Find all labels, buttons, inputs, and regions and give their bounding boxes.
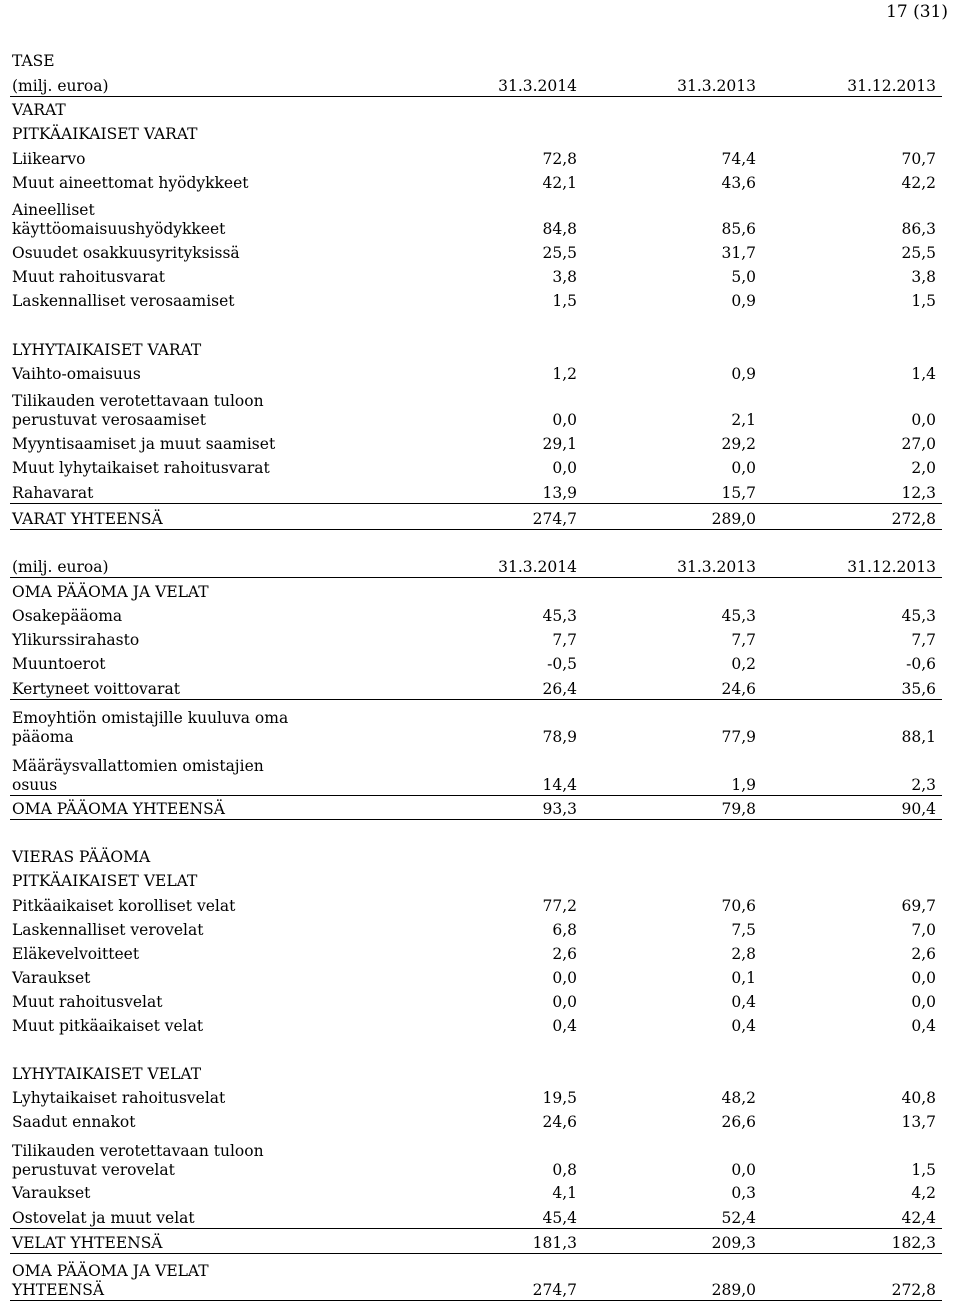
value-cell: 7,7 (552, 631, 577, 649)
value-cell: -0,6 (906, 655, 936, 673)
total-row (10, 509, 942, 530)
value-cell: 1,5 (911, 1161, 936, 1179)
value-cell: 29,1 (542, 435, 577, 453)
unit-label: (milj. euroa) (12, 558, 109, 576)
row-label: Laskennalliset verosaamiset (12, 292, 235, 310)
table-row (10, 365, 942, 384)
row-label: Muut aineettomat hyödykkeet (12, 174, 249, 192)
table-title: TASE (12, 52, 55, 70)
date-col-1: 31.3.2014 (498, 558, 577, 576)
row-label: Muut pitkäaikaiset velat (12, 1017, 204, 1035)
table-row (10, 1017, 942, 1036)
table-row (10, 993, 942, 1012)
table-row (10, 435, 942, 454)
table-row (10, 244, 942, 263)
value-cell: 88,1 (901, 728, 936, 746)
table-row (10, 655, 942, 674)
row-label: Varaukset (12, 969, 91, 987)
table-row (10, 631, 942, 650)
row-label: Muut rahoitusvarat (12, 268, 165, 286)
value-cell: 0,0 (552, 969, 577, 987)
table-row (10, 897, 942, 916)
table-row (10, 707, 942, 747)
unit-label: (milj. euroa) (12, 77, 109, 95)
value-cell: 0,9 (731, 365, 756, 383)
value-cell: 0,4 (552, 1017, 577, 1035)
table-row (10, 1089, 942, 1108)
value-cell: 2,8 (731, 945, 756, 963)
total-row (10, 1233, 942, 1254)
value-cell: 24,6 (542, 1113, 577, 1131)
value-cell: 42,4 (901, 1209, 936, 1227)
value-cell: 42,2 (901, 174, 936, 192)
row-label: Ostovelat ja muut velat (12, 1209, 195, 1227)
row-label: Rahavarat (12, 484, 94, 502)
value-cell: 181,3 (532, 1234, 577, 1252)
value-cell: 0,1 (731, 969, 756, 987)
value-cell: 93,3 (542, 800, 577, 818)
table-row (10, 921, 942, 940)
value-cell: 7,7 (911, 631, 936, 649)
row-label: Eläkevelvoitteet (12, 945, 140, 963)
value-cell: 0,8 (552, 1161, 577, 1179)
table-row (10, 969, 942, 988)
row-label: Laskennalliset verovelat (12, 921, 204, 939)
table-row (10, 1139, 942, 1180)
value-cell: 79,8 (721, 800, 756, 818)
row-label: Emoyhtiön omistajille kuuluva oma pääoma (12, 709, 289, 746)
row-label: Kertyneet voittovarat (12, 680, 180, 698)
value-cell: 0,0 (552, 459, 577, 477)
value-cell: 0,0 (731, 1161, 756, 1179)
value-cell: 3,8 (911, 268, 936, 286)
value-cell: 289,0 (711, 1281, 756, 1299)
table-row (10, 268, 942, 287)
value-cell: 43,6 (721, 174, 756, 192)
section-heading: OMA PÄÄOMA JA VELAT (12, 583, 209, 601)
section-heading: VIERAS PÄÄOMA (12, 848, 151, 866)
row-label: Pitkäaikaiset korolliset velat (12, 897, 236, 915)
value-cell: 42,1 (542, 174, 577, 192)
value-cell: 45,4 (542, 1209, 577, 1227)
date-col-2: 31.3.2013 (677, 77, 756, 95)
table-row (10, 174, 942, 193)
value-cell: 4,2 (911, 1184, 936, 1202)
row-label: Myyntisaamiset ja muut saamiset (12, 435, 276, 453)
table-row (10, 607, 942, 626)
table-row (10, 199, 942, 239)
value-cell: 85,6 (721, 220, 756, 238)
value-cell: 2,0 (911, 459, 936, 477)
table-row (10, 390, 942, 430)
row-label: Ylikurssirahasto (12, 631, 140, 649)
value-cell: 2,6 (552, 945, 577, 963)
row-label: Lyhytaikaiset rahoitusvelat (12, 1089, 226, 1107)
value-cell: 0,0 (552, 411, 577, 429)
total-row (10, 799, 942, 820)
value-cell: 12,3 (901, 484, 936, 502)
table-row (10, 483, 942, 504)
value-cell: 272,8 (891, 1281, 936, 1299)
value-cell: 14,4 (542, 776, 577, 794)
value-cell: 289,0 (711, 510, 756, 528)
date-col-3: 31.12.2013 (847, 77, 936, 95)
value-cell: 74,4 (721, 150, 756, 168)
table-row (10, 679, 942, 700)
value-cell: 182,3 (891, 1234, 936, 1252)
date-col-1: 31.3.2014 (498, 77, 577, 95)
value-cell: 13,9 (542, 484, 577, 502)
value-cell: 272,8 (891, 510, 936, 528)
value-cell: 0,2 (731, 655, 756, 673)
row-label: Saadut ennakot (12, 1113, 136, 1131)
value-cell: 3,8 (552, 268, 577, 286)
value-cell: 0,9 (731, 292, 756, 310)
value-cell: 0,4 (911, 1017, 936, 1035)
value-cell: 84,8 (542, 220, 577, 238)
section-heading: VARAT (12, 101, 66, 119)
value-cell: 0,4 (731, 993, 756, 1011)
row-label: Vaihto-omaisuus (12, 365, 141, 383)
value-cell: 69,7 (901, 897, 936, 915)
header-row (10, 557, 942, 578)
value-cell: 27,0 (901, 435, 936, 453)
value-cell: 90,4 (901, 800, 936, 818)
value-cell: 25,5 (542, 244, 577, 262)
value-cell: 26,6 (721, 1113, 756, 1131)
row-label: Tilikauden verotettavaan tuloon perustuvat verovelat (12, 1142, 264, 1179)
value-cell: 25,5 (901, 244, 936, 262)
value-cell: 35,6 (901, 680, 936, 698)
value-cell: 24,6 (721, 680, 756, 698)
value-cell: 40,8 (901, 1089, 936, 1107)
value-cell: 2,1 (731, 411, 756, 429)
row-label: VELAT YHTEENSÄ (12, 1234, 163, 1252)
value-cell: 19,5 (542, 1089, 577, 1107)
row-label: Muut lyhytaikaiset rahoitusvarat (12, 459, 270, 477)
value-cell: 1,9 (731, 776, 756, 794)
value-cell: 77,9 (721, 728, 756, 746)
value-cell: 1,4 (911, 365, 936, 383)
value-cell: 86,3 (901, 220, 936, 238)
value-cell: 48,2 (721, 1089, 756, 1107)
row-label: Osuudet osakkuusyrityksissä (12, 244, 240, 262)
row-label: Aineelliset käyttöomaisuushyödykkeet (12, 201, 226, 238)
total-row (10, 1259, 942, 1301)
value-cell: 45,3 (542, 607, 577, 625)
value-cell: 1,2 (552, 365, 577, 383)
value-cell: 52,4 (721, 1209, 756, 1227)
page-number: 17 (31) (886, 2, 948, 22)
row-label: OMA PÄÄOMA JA VELAT YHTEENSÄ (12, 1262, 209, 1299)
value-cell: 26,4 (542, 680, 577, 698)
value-cell: 0,0 (911, 993, 936, 1011)
table-row (10, 1208, 942, 1229)
row-label: Muuntoerot (12, 655, 106, 673)
row-label: Muut rahoitusvelat (12, 993, 163, 1011)
value-cell: 13,7 (901, 1113, 936, 1131)
table-row (10, 150, 942, 169)
row-label: Tilikauden verotettavaan tuloon perustuvat verosaamiset (12, 392, 264, 429)
table-row (10, 945, 942, 964)
table-row (10, 292, 942, 311)
value-cell: 7,0 (911, 921, 936, 939)
header-row (10, 76, 942, 97)
section-heading: LYHYTAIKAISET VELAT (12, 1065, 202, 1083)
value-cell: 45,3 (901, 607, 936, 625)
value-cell: -0,5 (547, 655, 577, 673)
row-label: Liikearvo (12, 150, 86, 168)
row-label: Osakepääoma (12, 607, 123, 625)
value-cell: 274,7 (532, 510, 577, 528)
table-row (10, 459, 942, 478)
value-cell: 29,2 (721, 435, 756, 453)
value-cell: 0,4 (731, 1017, 756, 1035)
section-heading: PITKÄAIKAISET VARAT (12, 125, 198, 143)
value-cell: 6,8 (552, 921, 577, 939)
value-cell: 15,7 (721, 484, 756, 502)
value-cell: 2,6 (911, 945, 936, 963)
row-label: VARAT YHTEENSÄ (12, 510, 163, 528)
table-row (10, 1184, 942, 1203)
value-cell: 4,1 (552, 1184, 577, 1202)
value-cell: 5,0 (731, 268, 756, 286)
value-cell: 7,5 (731, 921, 756, 939)
section-heading: LYHYTAIKAISET VARAT (12, 341, 202, 359)
row-label: Varaukset (12, 1184, 91, 1202)
value-cell: 1,5 (911, 292, 936, 310)
value-cell: 0,0 (911, 411, 936, 429)
value-cell: 77,2 (542, 897, 577, 915)
table-row (10, 754, 942, 796)
date-col-2: 31.3.2013 (677, 558, 756, 576)
value-cell: 70,6 (721, 897, 756, 915)
value-cell: 70,7 (901, 150, 936, 168)
value-cell: 0,3 (731, 1184, 756, 1202)
row-label: OMA PÄÄOMA YHTEENSÄ (12, 800, 225, 818)
value-cell: 0,0 (552, 993, 577, 1011)
value-cell: 7,7 (731, 631, 756, 649)
value-cell: 78,9 (542, 728, 577, 746)
value-cell: 31,7 (721, 244, 756, 262)
value-cell: 0,0 (911, 969, 936, 987)
table-row (10, 1113, 942, 1132)
value-cell: 1,5 (552, 292, 577, 310)
date-col-3: 31.12.2013 (847, 558, 936, 576)
value-cell: 45,3 (721, 607, 756, 625)
section-heading: PITKÄAIKAISET VELAT (12, 872, 198, 890)
value-cell: 72,8 (542, 150, 577, 168)
value-cell: 274,7 (532, 1281, 577, 1299)
value-cell: 2,3 (911, 776, 936, 794)
value-cell: 0,0 (731, 459, 756, 477)
value-cell: 209,3 (711, 1234, 756, 1252)
row-label: Määräysvallattomien omistajien osuus (12, 757, 264, 794)
